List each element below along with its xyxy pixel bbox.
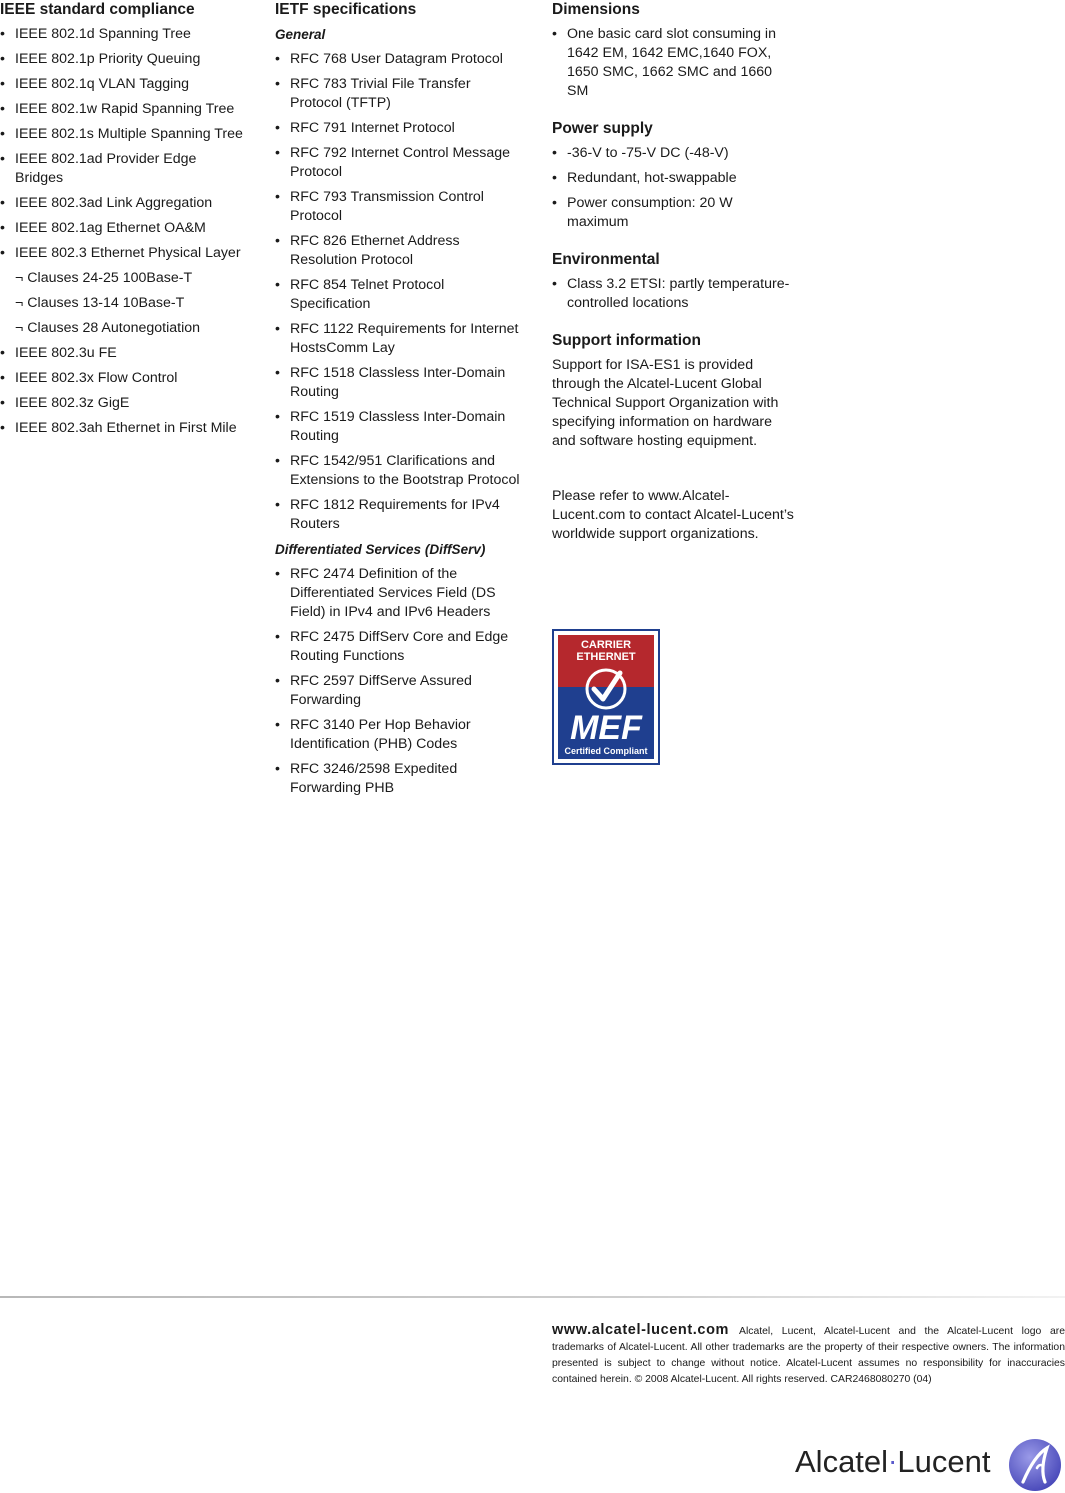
list-item: • RFC 1519 Classless Inter-Domain Routing bbox=[275, 408, 520, 446]
list-item: • Power consumption: 20 W maximum bbox=[552, 194, 797, 232]
brand-name-left: Alcatel bbox=[795, 1444, 889, 1479]
sub-list-item bbox=[0, 294, 245, 313]
list-item: • IEEE 802.1p Priority Queuing bbox=[0, 50, 245, 69]
footer-url[interactable]: www.alcatel-lucent.com bbox=[552, 1322, 730, 1338]
list-item: • IEEE 802.3ad Link Aggregation bbox=[0, 194, 245, 213]
list-item: • IEEE 802.1w Rapid Spanning Tree bbox=[0, 100, 245, 119]
environmental-section bbox=[552, 250, 797, 313]
ietf-heading: IETF specifications bbox=[275, 1, 417, 18]
brand-name-right: Lucent bbox=[897, 1444, 991, 1479]
support-paragraph: Support for ISA-ES1 is provided through the Alcatel-Lucent Global Technical Support Organization with specifying information on hardware and software hosting equipment. bbox=[552, 357, 779, 449]
list-item: • IEEE 802.3z GigE bbox=[0, 394, 245, 413]
brand-name bbox=[795, 1444, 990, 1480]
badge-line2: ETHERNET bbox=[576, 651, 636, 663]
ieee-column bbox=[0, 0, 245, 444]
list-item: • IEEE 802.1s Multiple Spanning Tree bbox=[0, 125, 245, 144]
list-item: • Class 3.2 ETSI: partly temperature-controlled locations bbox=[552, 275, 797, 313]
mef-badge-graphic bbox=[554, 631, 658, 763]
ietf-diffserv-list bbox=[275, 565, 520, 798]
list-item: • RFC 2597 DiffServe Assured Forwarding bbox=[275, 672, 520, 710]
ieee-list bbox=[0, 25, 245, 438]
badge-line1: CARRIER bbox=[580, 639, 632, 651]
list-item: • RFC 793 Transmission Control Protocol bbox=[275, 188, 520, 226]
sub-item-text: Clauses 24-25 100Base-T bbox=[27, 270, 193, 286]
specs-column bbox=[552, 0, 797, 562]
footer-legal-text: Alcatel, Lucent, Alcatel-Lucent and the Alcatel-Lucent logo are trademarks of Alcatel-Lucent. All other trademarks are the property of their respective owners. The information presented is subject to change without notice. Alcatel-Lucent assumes no responsibility for inaccuracies contained herein. © 2008 Alcatel-Lucent. All rights reserved. CAR2468080270 (04) bbox=[552, 1326, 1065, 1385]
list-item: • RFC 1122 Requirements for Internet HostsComm Lay bbox=[275, 320, 520, 358]
support-heading: Support information bbox=[552, 332, 701, 349]
power-list bbox=[552, 144, 797, 232]
list-item: • IEEE 802.1ad Provider Edge Bridges bbox=[0, 150, 245, 188]
list-item: • RFC 792 Internet Control Message Protocol bbox=[275, 144, 520, 182]
list-item: • Redundant, hot-swappable bbox=[552, 169, 797, 188]
badge-caption: Certified Compliant bbox=[564, 746, 648, 756]
list-item: • RFC 3140 Per Hop Behavior Identification (PHB) Codes bbox=[275, 716, 520, 754]
sub-item-text: Clauses 28 Autonegotiation bbox=[27, 320, 201, 336]
mef-certified-badge bbox=[552, 629, 660, 765]
list-item: • IEEE 802.3 Ethernet Physical Layer bbox=[0, 244, 245, 263]
sub-marker: ¬ bbox=[15, 295, 24, 311]
footer-legal bbox=[552, 1322, 1065, 1388]
power-section bbox=[552, 119, 797, 232]
list-item: • RFC 3246/2598 Expedited Forwarding PHB bbox=[275, 760, 520, 798]
list-item: • IEEE 802.1q VLAN Tagging bbox=[0, 75, 245, 94]
environmental-heading: Environmental bbox=[552, 251, 660, 268]
sub-marker: ¬ bbox=[15, 270, 24, 286]
list-item: • One basic card slot consuming in 1642 EM, 1642 EMC,1640 FOX, 1650 SMC, 1662 SMC and 1660 SM bbox=[552, 25, 797, 101]
list-item: • IEEE 802.3ah Ethernet in First Mile bbox=[0, 419, 245, 438]
list-item: • RFC 826 Ethernet Address Resolution Protocol bbox=[275, 232, 520, 270]
list-item: • RFC 1518 Classless Inter-Domain Routing bbox=[275, 364, 520, 402]
list-item: • -36-V to -75-V DC (-48-V) bbox=[552, 144, 797, 163]
list-item: • RFC 783 Trivial File Transfer Protocol (TFTP) bbox=[275, 75, 520, 113]
support-section bbox=[552, 331, 797, 544]
dimensions-heading: Dimensions bbox=[552, 1, 640, 18]
list-item: • RFC 1812 Requirements for IPv4 Routers bbox=[275, 496, 520, 534]
sub-marker: ¬ bbox=[15, 320, 24, 336]
sub-item-text: Clauses 13-14 10Base-T bbox=[27, 295, 185, 311]
list-item: • RFC 1542/951 Clarifications and Extensions to the Bootstrap Protocol bbox=[275, 452, 520, 490]
brand-separator: · bbox=[888, 1445, 898, 1476]
ietf-column bbox=[275, 0, 520, 804]
ieee-heading: IEEE standard compliance bbox=[0, 1, 195, 18]
badge-brand: MEF bbox=[570, 709, 642, 747]
sub-list-item bbox=[0, 269, 245, 288]
sub-list-item bbox=[0, 319, 245, 338]
list-item: • RFC 2474 Definition of the Differentiated Services Field (DS Field) in IPv4 and IPv6 Headers bbox=[275, 565, 520, 622]
environmental-list bbox=[552, 275, 797, 313]
support-paragraph-contact: Please refer to www.Alcatel-Lucent.com to contact Alcatel-Lucent’s worldwide support organizations. bbox=[552, 488, 794, 542]
list-item: • RFC 2475 DiffServ Core and Edge Routing Functions bbox=[275, 628, 520, 666]
footer-divider bbox=[0, 1296, 1065, 1298]
ietf-general-list bbox=[275, 50, 520, 534]
ietf-general-heading: General bbox=[275, 27, 326, 42]
ietf-diffserv-heading: Differentiated Services (DiffServ) bbox=[275, 542, 486, 557]
power-heading: Power supply bbox=[552, 120, 653, 137]
dimensions-section bbox=[552, 0, 797, 101]
list-item: • IEEE 802.3u FE bbox=[0, 344, 245, 363]
alcatel-lucent-globe-icon bbox=[1007, 1438, 1063, 1492]
list-item: • IEEE 802.3x Flow Control bbox=[0, 369, 245, 388]
list-item: • RFC 768 User Datagram Protocol bbox=[275, 50, 520, 69]
dimensions-list bbox=[552, 25, 797, 101]
list-item: • IEEE 802.1d Spanning Tree bbox=[0, 25, 245, 44]
alcatel-lucent-logo bbox=[795, 1436, 1065, 1493]
list-item: • RFC 854 Telnet Protocol Specification bbox=[275, 276, 520, 314]
list-item: • RFC 791 Internet Protocol bbox=[275, 119, 520, 138]
list-item: • IEEE 802.1ag Ethernet OA&M bbox=[0, 219, 245, 238]
